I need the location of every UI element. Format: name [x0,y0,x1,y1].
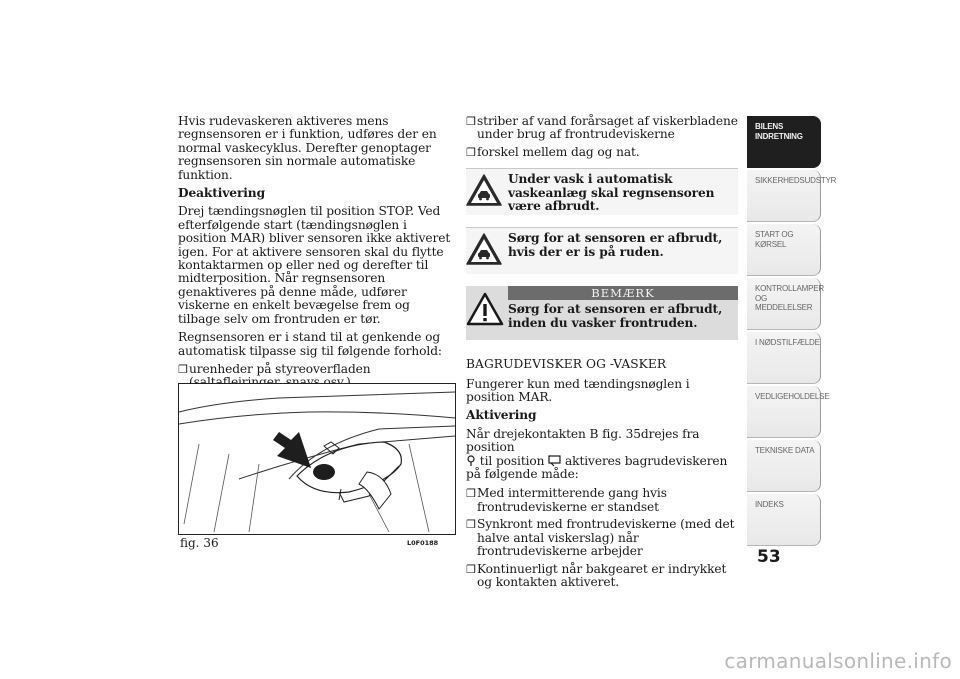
bullet-marker: ❒ [466,115,476,128]
tab-tekniske-data[interactable]: TEKNISKE DATA [747,440,821,492]
tab-sikkerhedsudstyr[interactable]: SIKKERHEDSUDSTYR [747,170,821,222]
right-column [466,115,738,593]
figure-code: L0F0188 [407,539,439,547]
tab-i-nodstilfaelde[interactable]: I NØDSTILFÆLDE [747,332,821,384]
warning-text: Sørg for at sensoren er afbrudt, hvis der er is på ruden. [508,231,723,259]
car-wash-warning-icon [466,233,502,265]
watermark: carmanualsonline.info [724,649,952,673]
bullet-marker: ❒ [466,562,476,576]
tab-start-og-korsel[interactable]: START OG KØRSEL [747,224,821,276]
heading-aktivering: Aktivering [466,408,537,423]
tab-indeks[interactable]: INDEKS [747,494,821,546]
note-text: Sørg for at sensoren er afbrudt, inden du vasker frontruden. [508,302,723,330]
heading-deaktivering: Deaktivering [178,186,265,201]
figure-rain-sensor-illustration [178,383,456,535]
paragraph-deactivation: Drej tændingsnøglen til position STOP. Ved efterfølgende start (tændingsnøglen i position MAR) bliver sensoren ikke aktiveret igen. For at aktivere sensoren skal du flytte kontaktarmen op eller ned og derefter til midterposition. Når regnsensoren genaktiveres på denne måde, udfører viskerne en enkelt bevægelse frem og tilbage selv om frontruden er tør. [178,204,451,326]
tab-vedligeholdelse[interactable]: VEDLIGEHOLDELSE [747,386,821,438]
exclamation-warning-icon [466,292,504,326]
bullet-marker: ❒ [178,362,188,376]
list-item: ❒ forskel mellem dag og nat. [466,144,640,159]
warning-box [466,168,738,215]
rear-wiper-icon [548,455,561,467]
warning-text: Under vask i automatisk vaskeanlæg skal regnsensoren være afbrudt. [508,172,715,214]
paragraph-rear-wiper-activation: Når drejekontakten B fig. 35drejes fra position til position aktiveres bagrudeviskeren på følgende måde: [466,426,728,482]
chapter-tabs [747,116,837,548]
tab-bilens-indretning[interactable]: BILENS INDRETNING [747,116,821,168]
tab-kontrollamper[interactable]: KONTROLLAMPER OG MEDDELELSER [747,278,821,330]
bullet-marker: ❒ [466,145,476,159]
page-number: 53 [757,547,781,567]
paragraph-sensor-conditions: Regnsensoren er i stand til at genkende og automatisk tilpasse sig til følgende forhold: [178,330,442,358]
position-off-icon [466,455,476,467]
list-item: ❒ urenheder på styreoverfladen [178,363,454,390]
note-box [466,286,738,340]
rain-sensor-drawing [179,384,455,534]
list-item: ❒ striber af vand forårsaget af viskerbladene under brug af frontrudeviskerne [466,114,738,142]
note-header: BEMÆRK [508,286,738,300]
paragraph-rear-wiper-info: Fungerer kun med tændingsnøglen i position MAR. [466,376,690,405]
bullet-marker: ❒ [466,487,476,501]
figure-caption: fig. 36 [180,536,219,550]
list-item: ❒ Kontinuerligt når bakgearet er indrykket og kontakten aktiveret. [466,561,727,589]
warning-box [466,227,738,274]
list-item: ❒ Synkront med frontrudeviskerne (med det halve antal viskerslag) når frontrudeviskerne arbejder [466,517,735,559]
bullet-marker: ❒ [466,518,476,532]
car-wash-warning-icon [466,174,502,206]
list-item: ❒ Med intermitterende gang hvis frontrudeviskerne er standset [466,486,667,514]
paragraph-rain-sensor-wash: Hvis rudevaskeren aktiveres mens regnsensoren er i funktion, udføres der en normal vaskecyklus. Derefter genoptager regnsensoren sin normale automatiske funktion. [178,114,437,182]
section-title: BAGRUDEVISKER OG -VASKER [466,357,667,372]
left-column [178,115,454,394]
